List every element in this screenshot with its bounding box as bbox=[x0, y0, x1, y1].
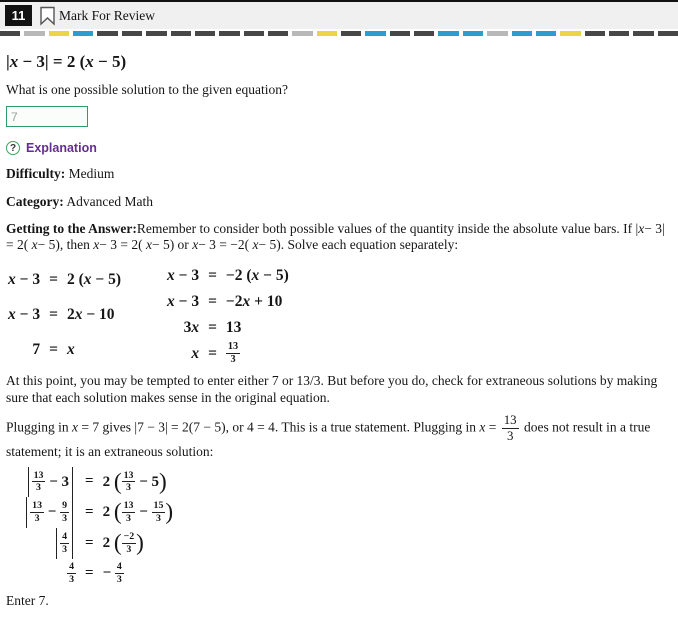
equation-row: x − 3 = −2 (x − 5) bbox=[166, 266, 289, 284]
progress-segment-dark[interactable] bbox=[244, 31, 264, 36]
fraction: $\frac{13}{3}$ bbox=[32, 500, 42, 525]
plug-in-paragraph: Plugging in x = 7 gives |7 − 3| = 2(7 − 5), or 4 = 4. This is a true statement. Plugging in x = $\frac{13}{3}$ does not result in a true statement; it is an extraneous solution: bbox=[6, 412, 651, 460]
progress-segment-dark[interactable] bbox=[0, 31, 20, 36]
progress-segment-gray[interactable] bbox=[24, 31, 44, 36]
equation-row: 7 = x bbox=[32, 340, 75, 358]
progress-segment-blue[interactable] bbox=[73, 31, 93, 36]
progress-segment-dark[interactable] bbox=[658, 31, 678, 36]
progress-segment-gray[interactable] bbox=[292, 31, 312, 36]
fraction: $\frac{13}{3}$ bbox=[123, 469, 134, 494]
bookmark-icon bbox=[39, 6, 56, 26]
explanation-label: Explanation bbox=[26, 141, 97, 155]
question-prompt: What is one possible solution to the given equation? bbox=[6, 82, 288, 97]
fraction: $\frac{13}{3}$ bbox=[227, 341, 239, 366]
progress-segment-blue[interactable] bbox=[512, 31, 532, 36]
question-mark-icon: ? bbox=[6, 141, 20, 155]
answer-input[interactable] bbox=[6, 106, 88, 127]
fraction: $\frac{-2}{3}$ bbox=[123, 531, 135, 555]
big-paren: ( bbox=[113, 499, 122, 526]
equation-row: x − 3 = 2 (x − 5) bbox=[8, 271, 121, 289]
progress-segment-gray[interactable] bbox=[487, 31, 507, 36]
absolute-value-bar bbox=[72, 467, 73, 498]
fraction: $\frac{4}{3}$ bbox=[69, 561, 74, 586]
progress-segment-dark[interactable] bbox=[268, 31, 288, 36]
big-paren: ) bbox=[159, 468, 167, 495]
absolute-value-bar bbox=[26, 497, 27, 528]
equation-row: x − 3 = −2x + 10 bbox=[166, 292, 283, 310]
absolute-value-bar bbox=[72, 528, 73, 559]
getting-answer-text: Remember to consider both possible values of the quantity inside the absolute value bars. If |x− 3| = 2( x− 5), then x− 3 = 2( x− 5) or x− 3 = −2( x− 5). Solve each equation separately: bbox=[6, 221, 665, 253]
worked-solution bbox=[8, 263, 672, 367]
big-paren: ) bbox=[165, 499, 174, 526]
fraction: $\frac{15}{3}$ bbox=[153, 500, 164, 525]
absolute-value-bar bbox=[72, 497, 73, 528]
mark-for-review-button[interactable] bbox=[39, 6, 155, 26]
absolute-value-bar bbox=[28, 467, 29, 498]
fraction: $\frac{13}{3}$ bbox=[123, 500, 134, 525]
extraneous-check-work bbox=[14, 467, 173, 589]
progress-segment-blue[interactable] bbox=[536, 31, 556, 36]
progress-segment-yellow[interactable] bbox=[317, 31, 337, 36]
extraneous-note: At this point, you may be tempted to enter either 7 or 13/3. But before you do, check for extraneous solutions by making sure that each solution makes sense in the original equation. bbox=[6, 372, 658, 406]
progress-segment-dark[interactable] bbox=[146, 31, 166, 36]
equation-row: 3x = 13 bbox=[183, 318, 242, 336]
big-paren: ( bbox=[113, 529, 122, 556]
mark-for-review-label: Mark For Review bbox=[59, 7, 155, 23]
fraction: $\frac{13}{3}$ bbox=[503, 412, 517, 444]
big-paren: ) bbox=[136, 529, 144, 556]
progress-segment-dark[interactable] bbox=[633, 31, 653, 36]
question-review-panel bbox=[0, 52, 678, 609]
category-row bbox=[6, 194, 672, 210]
question-progress-bar bbox=[0, 31, 678, 36]
equation-row: $\frac{4}{3}$ = − $\frac{4}{3}$ bbox=[69, 561, 122, 586]
difficulty-row bbox=[6, 166, 672, 182]
category-label: Category: bbox=[6, 194, 64, 209]
progress-segment-yellow[interactable] bbox=[49, 31, 69, 36]
getting-answer-label: Getting to the Answer: bbox=[6, 221, 137, 236]
getting-answer-paragraph bbox=[6, 221, 672, 254]
progress-segment-dark[interactable] bbox=[97, 31, 117, 36]
fraction: $\frac{13}{3}$ bbox=[33, 469, 44, 494]
fraction: $\frac{9}{3}$ bbox=[62, 500, 67, 525]
progress-segment-blue[interactable] bbox=[365, 31, 385, 36]
absolute-value-bar bbox=[56, 528, 57, 559]
equation-row: x − 3 = 2x − 10 bbox=[8, 305, 115, 323]
difficulty-value: Medium bbox=[68, 166, 115, 181]
progress-segment-dark[interactable] bbox=[390, 31, 410, 36]
question-number-badge: 11 bbox=[5, 5, 32, 26]
progress-segment-dark[interactable] bbox=[195, 31, 215, 36]
progress-segment-dark[interactable] bbox=[414, 31, 434, 36]
progress-segment-dark[interactable] bbox=[585, 31, 605, 36]
final-answer-note: Enter 7. bbox=[6, 592, 49, 608]
fraction: $\frac{4}{3}$ bbox=[116, 561, 122, 586]
equation-row: $\frac{13}{3}$ − $\frac{9}{3}$ = 2 ( $\frac{13}{3}$ − $\frac{15}{3}$ ) bbox=[14, 497, 173, 528]
progress-segment-yellow[interactable] bbox=[560, 31, 580, 36]
work-right-column bbox=[167, 263, 289, 367]
big-paren: ( bbox=[113, 468, 122, 495]
equation-row: $\frac{13}{3}$ − 3 = 2 ( $\frac{13}{3}$ − 5) bbox=[14, 467, 173, 498]
progress-segment-dark[interactable] bbox=[171, 31, 191, 36]
fraction: $\frac{4}{3}$ bbox=[62, 531, 67, 555]
progress-segment-blue[interactable] bbox=[438, 31, 458, 36]
progress-segment-dark[interactable] bbox=[122, 31, 142, 36]
work-left-column bbox=[8, 263, 121, 367]
review-toolbar bbox=[0, 0, 678, 29]
progress-segment-dark[interactable] bbox=[341, 31, 361, 36]
question-equation: |x − 3| = 2 (x − 5) bbox=[6, 52, 127, 71]
equation-row: x = $\frac{13}{3}$ bbox=[191, 341, 239, 366]
progress-segment-blue[interactable] bbox=[463, 31, 483, 36]
progress-segment-dark[interactable] bbox=[219, 31, 239, 36]
equation-row: $\frac{4}{3}$ = 2 ( $\frac{-2}{3}$ ) bbox=[14, 528, 173, 559]
explanation-toggle[interactable] bbox=[6, 141, 97, 155]
category-value: Advanced Math bbox=[66, 194, 153, 209]
difficulty-label: Difficulty: bbox=[6, 166, 66, 181]
progress-segment-dark[interactable] bbox=[609, 31, 629, 36]
